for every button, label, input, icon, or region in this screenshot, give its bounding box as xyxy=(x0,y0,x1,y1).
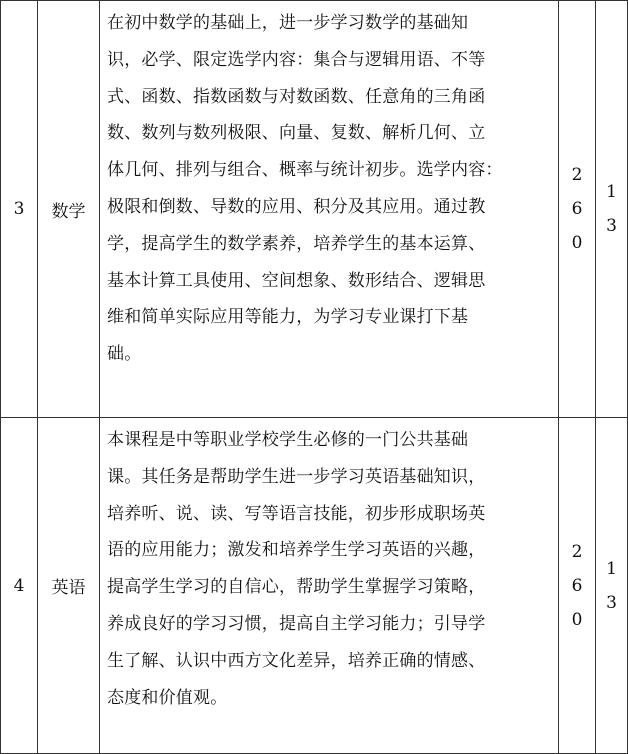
description-line: 生了解、认识中西方文化差异，培养正确的情感、 xyxy=(107,650,486,671)
course-hours-cell xyxy=(559,418,596,754)
description-line: 维和简单实际应用等能力，为学习专业课打下基 xyxy=(107,307,469,328)
course-description-cell xyxy=(100,1,559,418)
description-line: 学，提高学生的数学素养，培养学生的基本运算、 xyxy=(107,233,486,254)
table-row xyxy=(1,418,628,754)
credit-digit: 3 xyxy=(606,592,617,613)
description-line: 课。其任务是帮助学生进一步学习英语基础知识， xyxy=(107,466,486,487)
description-line: 式、函数、指数函数与对数函数、任意角的三角函 xyxy=(107,86,486,107)
table-row xyxy=(1,1,628,418)
course-number-cell: 4 xyxy=(1,418,38,754)
hours-digit: 6 xyxy=(571,575,583,596)
course-name-cell: 数学 xyxy=(38,1,100,418)
course-number-cell: 3 xyxy=(1,1,38,418)
description-line: 体几何、排列与组合、概率与统计初步。选学内容： xyxy=(107,160,503,181)
description-line: 态度和价值观。 xyxy=(107,687,228,708)
description-line: 本课程是中等职业学校学生必修的一门公共基础 xyxy=(107,430,469,450)
credit-digit: 3 xyxy=(606,216,617,236)
description-line: 极限和倒数、导数的应用、积分及其应用。通过教 xyxy=(107,196,486,217)
description-line: 语的应用能力；激发和培养学生学习英语的兴趣， xyxy=(107,540,486,561)
description-line: 识，必学、限定选学内容：集合与逻辑用语、不等 xyxy=(107,49,486,70)
credit-digit: 1 xyxy=(606,182,617,202)
description-line: 养成良好的学习习惯，提高自主学习能力；引导学 xyxy=(107,613,486,634)
credit-digit: 1 xyxy=(606,558,617,579)
hours-digit: 2 xyxy=(571,541,583,562)
description-line: 提高学生学习的自信心，帮助学生掌握学习策略， xyxy=(107,577,486,598)
description-line: 基本计算工具使用、空间想象、数形结合、逻辑思 xyxy=(107,270,486,291)
hours-digit: 0 xyxy=(571,609,583,630)
hours-digit: 2 xyxy=(571,165,583,185)
description-line: 在初中数学的基础上，进一步学习数学的基础知 xyxy=(107,13,469,33)
description-line: 数、数列与数列极限、向量、复数、解析几何、立 xyxy=(107,123,486,144)
course-name-cell: 英语 xyxy=(38,418,100,754)
description-line: 础。 xyxy=(107,344,142,365)
hours-digit: 6 xyxy=(571,199,583,219)
course-hours-cell xyxy=(559,1,596,418)
description-line: 培养听、说、读、写等语言技能，初步形成职场英 xyxy=(107,503,486,524)
course-credit-cell xyxy=(596,418,628,754)
course-credit-cell xyxy=(596,1,628,418)
course-description-cell xyxy=(100,418,559,754)
hours-digit: 0 xyxy=(571,233,583,253)
